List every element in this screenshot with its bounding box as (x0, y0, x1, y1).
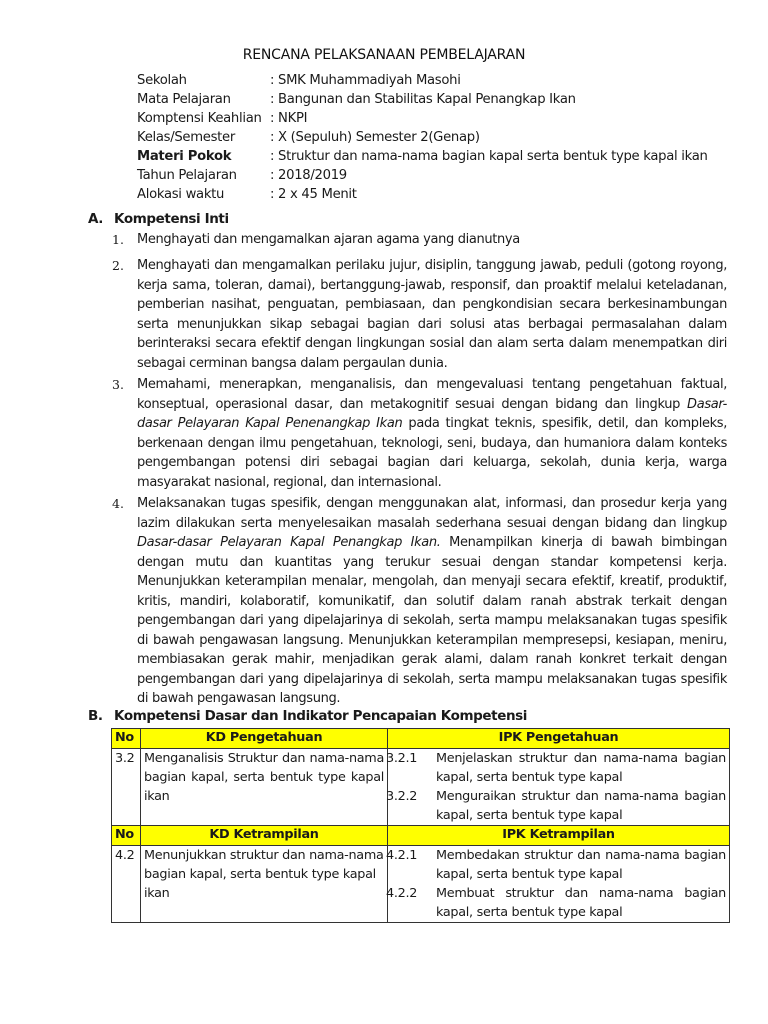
document-meta (137, 71, 757, 204)
document-title: RENCANA PELAKSANAAN PEMBELAJARAN (242, 47, 526, 63)
text-run: Memahami, menerapkan, menganalisis, dan mengevaluasi tentang pengetahuan faktual, konseptual, operasional dasar, dan metakognitif sesuai dengan bidang dan lingkup (137, 377, 727, 412)
ipk-item (386, 787, 726, 825)
list-number: 4. (112, 496, 124, 511)
meta-row-sekolah (137, 71, 757, 90)
section-b-heading (88, 708, 527, 724)
ipk-text: Menjelaskan struktur dan nama-nama bagian kapal, serta bentuk type kapal (436, 751, 726, 785)
ipk-code: 4.2.2 (386, 886, 418, 901)
section-title: Kompetensi Inti (114, 211, 229, 227)
meta-value: : X (Sepuluh) Semester 2(Genap) (270, 130, 480, 145)
section-title: Kompetensi Dasar dan Indikator Pencapaian Kompetensi (114, 708, 528, 724)
header-kd: KD Pengetahuan (141, 729, 388, 749)
kd-ipk-table (111, 728, 730, 923)
meta-label: Komptensi Keahlian (137, 111, 262, 126)
list-item (112, 256, 727, 373)
meta-label: Mata Pelajaran (137, 92, 231, 107)
ipk-text: Membuat struktur dan nama-nama bagian kapal, serta bentuk type kapal (436, 886, 726, 920)
cell-kd (141, 749, 388, 826)
header-ipk: IPK Pengetahuan (388, 729, 730, 749)
meta-value: : Struktur dan nama-nama bagian kapal serta bentuk type kapal ikan (270, 149, 708, 164)
list-number: 1. (112, 232, 124, 247)
ipk-text: Membedakan struktur dan nama-nama bagian kapal, serta bentuk type kapal (436, 848, 726, 882)
list-text (137, 375, 727, 492)
header-kd: KD Ketrampilan (141, 826, 388, 846)
table-header-row (112, 826, 730, 846)
ipk-item (386, 884, 726, 922)
ipk-text: Menguraikan struktur dan nama-nama bagian kapal, serta bentuk type kapal (436, 789, 726, 823)
list-text: Menghayati dan mengamalkan perilaku jujur, disiplin, tanggung jawab, peduli (gotong royong, kerja sama, toleran, damai), bertanggung-jawab, responsif, dan proaktif melalui keteladanan, pemberian nasihat, penguatan, pembiasaan, dan pengkondisian secara berkesinambungan serta menunjukkan sikap sebagai bagian dari solusi atas berbagai permasalahan dalam berinteraksi secara efektif dengan lingkungan sosial dan alam serta dalam menempatkan diri sebagai cerminan bangsa dalam pergaulan dunia. (137, 258, 727, 371)
list-item (112, 494, 727, 709)
meta-label: Kelas/Semester (137, 130, 235, 145)
list-item (112, 230, 727, 250)
header-no: No (112, 729, 141, 749)
meta-value: : Bangunan dan Stabilitas Kapal Penangkap Ikan (270, 92, 576, 107)
meta-value: : SMK Muhammadiyah Masohi (270, 73, 461, 88)
italic-text-run: Dasar-dasar Pelayaran Kapal Penangkap Ikan. (137, 535, 441, 550)
meta-row-materi-pokok (137, 147, 757, 166)
italic-text-run: Dasar-dasar Pelayaran Kapal Penenangkap Ikan (137, 396, 727, 431)
ipk-code: 3.2.1 (386, 751, 418, 766)
section-letter: A. (88, 211, 104, 227)
header-no: No (112, 826, 141, 846)
cell-ipk (388, 749, 730, 826)
list-text (137, 494, 727, 709)
meta-row-kelas-semester (137, 128, 757, 147)
table-row (112, 749, 730, 826)
list-number: 3. (112, 377, 124, 392)
text-run: pada tingkat teknis, spesifik, detil, dan kompleks, berkenaan dengan ilmu pengetahuan, teknologi, seni, budaya, dan humaniora dalam konteks pengembangan potensi diri sebagai bagian dari keluarga, sekolah, dunia kerja, warga masyarakat nasional, regional, dan internasional. (137, 416, 727, 490)
meta-label: Materi Pokok (137, 149, 232, 164)
meta-label: Tahun Pelajaran (137, 168, 237, 183)
table-header-row (112, 729, 730, 749)
meta-row-alokasi-waktu (137, 185, 757, 204)
section-letter: B. (88, 708, 103, 724)
text-run: Menampilkan kinerja di bawah bimbingan dengan mutu dan kuantitas yang terukur sesuai dengan standar kompetensi kerja. Menunjukkan keterampilan menalar, mengolah, dan menyaji secara efektif, kreatif, produktif, kritis, mandiri, kolaboratif, komunikatif, dan solutif dalam ranah abstrak terkait dengan pengembangan dari yang dipelajarinya di sekolah, serta mampu melaksanakan tugas spesifik di bawah pengawasan langsung. Menunjukkan keterampilan mempresepsi, kesiapan, meniru, membiasakan gerak mahir, menjadikan gerak alami, dalam ranah konkret terkait dengan pengembangan dari yang dipelajarinya di sekolah, serta mampu melaksanakan tugas spesifik di bawah pengawasan langsung. (137, 535, 727, 706)
cell-kd (141, 846, 388, 923)
meta-label: Sekolah (137, 73, 187, 88)
kd-text: Menganalisis Struktur dan nama-nama bagian kapal, serta bentuk type kapal ikan (144, 751, 384, 804)
meta-value: : 2 x 45 Menit (270, 187, 357, 202)
ipk-code: 4.2.1 (386, 848, 418, 863)
ipk-item (386, 846, 726, 884)
list-number: 2. (112, 258, 124, 273)
text-run: Melaksanakan tugas spesifik, dengan menggunakan alat, informasi, dan prosedur kerja yang lazim dilakukan serta menyelesaikan masalah sederhana sesuai dengan bidang dan lingkup (137, 496, 727, 531)
section-a-heading (88, 211, 229, 227)
meta-value: : 2018/2019 (270, 168, 347, 183)
ipk-code: 3.2.2 (386, 789, 418, 804)
kd-text: Menunjukkan struktur dan nama-nama bagian kapal, serta bentuk type kapal ikan (144, 848, 384, 901)
cell-ipk (388, 846, 730, 923)
header-ipk: IPK Ketrampilan (388, 826, 730, 846)
cell-no: 3.2 (112, 749, 141, 826)
list-item (112, 375, 727, 492)
meta-row-kompetensi-keahlian (137, 109, 757, 128)
ipk-item (386, 749, 726, 787)
meta-value: : NKPI (270, 111, 308, 126)
meta-label: Alokasi waktu (137, 187, 225, 202)
cell-no: 4.2 (112, 846, 141, 923)
list-text: Menghayati dan mengamalkan ajaran agama yang dianutnya (137, 232, 520, 247)
meta-row-mata-pelajaran (137, 90, 757, 109)
table-row (112, 846, 730, 923)
meta-row-tahun-pelajaran (137, 166, 757, 185)
